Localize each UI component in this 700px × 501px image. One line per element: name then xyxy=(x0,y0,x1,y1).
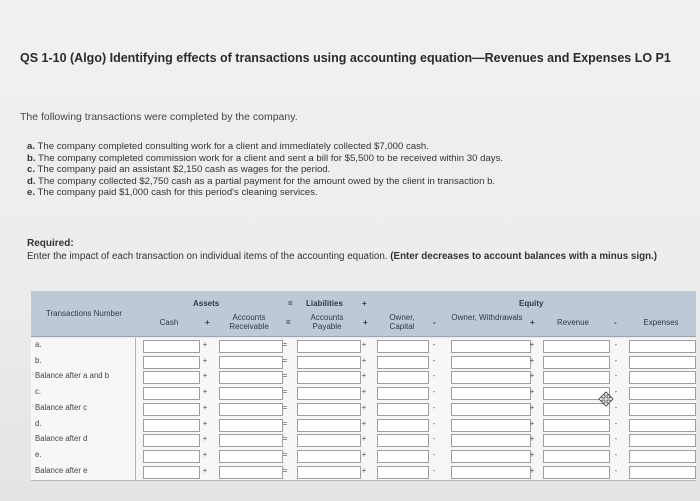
accounts-receivable-input[interactable] xyxy=(219,450,283,463)
col-expenses: Expenses xyxy=(643,318,679,327)
group-equity: Equity xyxy=(519,299,544,308)
accounts-payable-input[interactable] xyxy=(297,403,361,416)
row-label: a. xyxy=(35,340,42,349)
minus-sign: - xyxy=(432,340,436,349)
minus-sign: - xyxy=(432,465,436,475)
transaction-item xyxy=(27,187,503,199)
transaction-text: The company completed consulting work for a client and immediately collected $7,000 cash. xyxy=(37,141,429,152)
required-instructions xyxy=(27,251,677,263)
equals-sign: = xyxy=(286,318,291,327)
accounting-equation-table xyxy=(31,291,696,480)
minus-sign: - xyxy=(614,371,618,381)
cash-input[interactable] xyxy=(143,466,200,479)
equals-sign: = xyxy=(282,340,288,349)
row-label-cell xyxy=(31,354,136,370)
cash-input[interactable] xyxy=(143,450,200,463)
owner-capital-input[interactable] xyxy=(377,403,429,416)
equals-sign: = xyxy=(282,371,288,381)
cash-input[interactable] xyxy=(143,371,200,384)
owner-capital-input[interactable] xyxy=(377,387,429,400)
plus-sign: + xyxy=(361,418,367,428)
table-row xyxy=(31,448,696,465)
transaction-text: The company completed commission work for a client and sent a bill for $5,500 to be received within 30 days. xyxy=(38,152,504,164)
expenses-input[interactable] xyxy=(629,387,696,400)
expenses-input[interactable] xyxy=(629,466,696,479)
plus-sign: + xyxy=(363,318,368,327)
transaction-text: The company collected $2,750 cash as a partial payment for the amount owed by the client in transaction b. xyxy=(38,175,496,187)
row-label: Balance after c xyxy=(35,402,88,412)
owner-capital-input[interactable] xyxy=(377,419,429,432)
revenue-input[interactable] xyxy=(543,450,610,463)
row-label: e. xyxy=(35,449,42,459)
revenue-input[interactable] xyxy=(543,356,610,369)
plus-sign: + xyxy=(529,465,535,475)
required-note: (Enter decreases to account balances with a minus sign.) xyxy=(390,251,658,262)
equals-sign: = xyxy=(282,355,288,365)
expenses-input[interactable] xyxy=(629,403,696,416)
cash-input[interactable] xyxy=(143,387,200,400)
plus-sign: + xyxy=(202,402,208,412)
cash-input[interactable] xyxy=(143,419,200,432)
plus-sign: + xyxy=(202,418,208,428)
owner-withdrawals-input[interactable] xyxy=(451,371,531,384)
revenue-input[interactable] xyxy=(543,466,610,479)
group-assets: Assets xyxy=(193,299,220,308)
minus-sign: - xyxy=(432,402,436,412)
plus-sign: + xyxy=(202,465,208,475)
plus-sign: + xyxy=(361,387,367,397)
minus-sign: - xyxy=(614,465,618,475)
col-accounts-receivable: Accounts Receivable xyxy=(229,313,269,331)
expenses-input[interactable] xyxy=(629,419,696,432)
accounts-receivable-input[interactable] xyxy=(219,387,283,400)
revenue-input[interactable] xyxy=(543,340,610,353)
equals-sign: = xyxy=(282,418,288,428)
page-title: QS 1-10 (Algo) Identifying effects of transactions using accounting equation—Revenues and Expenses LO P1 xyxy=(20,51,671,65)
plus-sign: + xyxy=(205,318,210,327)
plus-sign: + xyxy=(529,387,535,397)
plus-sign: + xyxy=(362,299,367,308)
table-row xyxy=(31,417,696,434)
plus-sign: + xyxy=(529,449,535,459)
row-label: c. xyxy=(35,387,42,397)
plus-sign: + xyxy=(529,418,535,428)
row-label: d. xyxy=(35,418,42,428)
minus-sign: - xyxy=(432,387,436,397)
col-owner-withdrawals: Owner, Withdrawals xyxy=(451,313,523,322)
minus-sign: - xyxy=(432,418,436,428)
transaction-item xyxy=(27,141,503,153)
cash-input[interactable] xyxy=(143,434,200,447)
plus-sign: + xyxy=(529,355,535,365)
plus-sign: + xyxy=(361,449,367,459)
expenses-input[interactable] xyxy=(629,356,696,369)
plus-sign: + xyxy=(361,465,367,475)
minus-sign: - xyxy=(614,449,618,459)
equals-sign: = xyxy=(282,387,288,397)
row-label-cell xyxy=(31,369,136,385)
plus-sign: + xyxy=(529,434,535,444)
owner-withdrawals-input[interactable] xyxy=(451,403,531,416)
transaction-text: The company paid $1,000 cash for this period's cleaning services. xyxy=(37,187,318,198)
accounts-payable-input[interactable] xyxy=(297,466,361,479)
plus-sign: + xyxy=(361,340,367,349)
row-label-cell xyxy=(31,401,136,417)
accounts-receivable-input[interactable] xyxy=(219,466,283,479)
transaction-letter: d. xyxy=(27,175,36,187)
accounts-payable-input[interactable] xyxy=(297,356,361,369)
col-cash: Cash xyxy=(159,318,179,327)
equals-sign: = xyxy=(282,449,288,459)
plus-sign: + xyxy=(530,318,535,327)
accounts-receivable-input[interactable] xyxy=(219,434,283,447)
accounts-payable-input[interactable] xyxy=(297,419,361,432)
equals-sign: = xyxy=(282,434,288,444)
transaction-letter: b. xyxy=(27,152,36,164)
transaction-letter: c. xyxy=(27,164,36,175)
minus-sign: - xyxy=(614,418,618,428)
group-liabilities: Liabilities xyxy=(306,299,343,308)
row-label-cell xyxy=(31,385,136,401)
owner-withdrawals-input[interactable] xyxy=(451,387,531,400)
owner-withdrawals-input[interactable] xyxy=(451,466,531,479)
move-cursor-icon xyxy=(596,391,616,407)
minus-sign: - xyxy=(614,340,618,349)
transaction-item xyxy=(27,153,503,165)
cash-input[interactable] xyxy=(143,340,200,353)
owner-capital-input[interactable] xyxy=(377,450,429,463)
table-header xyxy=(31,291,696,337)
plus-sign: + xyxy=(361,402,367,412)
accounts-receivable-input[interactable] xyxy=(219,340,283,353)
accounts-payable-input[interactable] xyxy=(297,450,361,463)
equals-sign: = xyxy=(282,402,288,412)
owner-withdrawals-input[interactable] xyxy=(451,434,531,447)
minus-sign: - xyxy=(432,449,436,459)
minus-sign: - xyxy=(614,318,617,327)
minus-sign: - xyxy=(614,387,618,397)
minus-sign: - xyxy=(433,318,436,327)
plus-sign: + xyxy=(529,402,535,412)
row-label-cell xyxy=(31,432,136,448)
revenue-input[interactable] xyxy=(543,434,610,447)
plus-sign: + xyxy=(202,434,208,444)
minus-sign: - xyxy=(614,402,618,412)
col-transactions-number: Transactions Number xyxy=(45,309,123,318)
owner-capital-input[interactable] xyxy=(377,466,429,479)
row-label-cell xyxy=(31,417,136,433)
transaction-letter: a. xyxy=(27,141,36,152)
row-label-cell xyxy=(31,464,136,480)
owner-capital-input[interactable] xyxy=(377,434,429,447)
row-label-cell xyxy=(31,448,136,464)
plus-sign: + xyxy=(361,371,367,381)
transaction-item xyxy=(27,176,503,188)
row-label-cell xyxy=(31,338,136,354)
accounts-receivable-input[interactable] xyxy=(219,356,283,369)
accounts-payable-input[interactable] xyxy=(297,371,361,384)
intro-text: The following transactions were completed by the company. xyxy=(20,111,298,123)
owner-withdrawals-input[interactable] xyxy=(451,450,531,463)
expenses-input[interactable] xyxy=(629,340,696,353)
owner-capital-input[interactable] xyxy=(377,340,429,353)
minus-sign: - xyxy=(432,371,436,381)
owner-withdrawals-input[interactable] xyxy=(451,356,531,369)
expenses-input[interactable] xyxy=(629,434,696,447)
row-label: Balance after a and b xyxy=(35,371,110,381)
owner-capital-input[interactable] xyxy=(377,371,429,384)
accounts-receivable-input[interactable] xyxy=(219,403,283,416)
owner-withdrawals-input[interactable] xyxy=(451,340,531,353)
plus-sign: + xyxy=(202,371,208,381)
accounts-payable-input[interactable] xyxy=(297,340,361,353)
col-accounts-payable: Accounts Payable xyxy=(310,313,344,331)
minus-sign: - xyxy=(614,355,618,365)
accounts-payable-input[interactable] xyxy=(297,434,361,447)
plus-sign: + xyxy=(529,371,535,381)
equals-sign: = xyxy=(282,465,288,475)
accounts-receivable-input[interactable] xyxy=(219,371,283,384)
transaction-text: The company paid an assistant $2,150 cash as wages for the period. xyxy=(37,164,331,175)
revenue-input[interactable] xyxy=(543,371,610,384)
table-row xyxy=(31,338,696,355)
transaction-item xyxy=(27,164,503,176)
table-row xyxy=(31,354,696,371)
col-owner-capital: Owner, Capital xyxy=(389,313,415,331)
accounts-payable-input[interactable] xyxy=(297,387,361,400)
row-label: Balance after d xyxy=(35,434,88,444)
plus-sign: + xyxy=(202,387,208,397)
plus-sign: + xyxy=(361,355,367,365)
row-label: Balance after e xyxy=(35,465,88,475)
col-revenue: Revenue xyxy=(556,318,590,327)
plus-sign: + xyxy=(529,340,535,349)
required-text: Enter the impact of each transaction on individual items of the accounting equation. xyxy=(27,251,388,262)
owner-capital-input[interactable] xyxy=(377,356,429,369)
minus-sign: - xyxy=(614,434,618,444)
minus-sign: - xyxy=(432,434,436,444)
plus-sign: + xyxy=(202,355,208,365)
row-label: b. xyxy=(35,355,42,365)
plus-sign: + xyxy=(202,449,208,459)
table-row xyxy=(31,432,696,449)
plus-sign: + xyxy=(361,434,367,444)
owner-withdrawals-input[interactable] xyxy=(451,419,531,432)
cash-input[interactable] xyxy=(143,403,200,416)
table-row xyxy=(31,464,696,481)
required-heading: Required: xyxy=(27,238,74,249)
revenue-input[interactable] xyxy=(543,419,610,432)
equals-sign: = xyxy=(288,299,293,308)
transaction-list xyxy=(27,141,503,199)
transaction-letter: e. xyxy=(27,187,36,198)
accounts-receivable-input[interactable] xyxy=(219,419,283,432)
plus-sign: + xyxy=(202,340,208,349)
table-row xyxy=(31,369,696,386)
expenses-input[interactable] xyxy=(629,450,696,463)
minus-sign: - xyxy=(432,355,436,365)
cash-input[interactable] xyxy=(143,356,200,369)
expenses-input[interactable] xyxy=(629,371,696,384)
